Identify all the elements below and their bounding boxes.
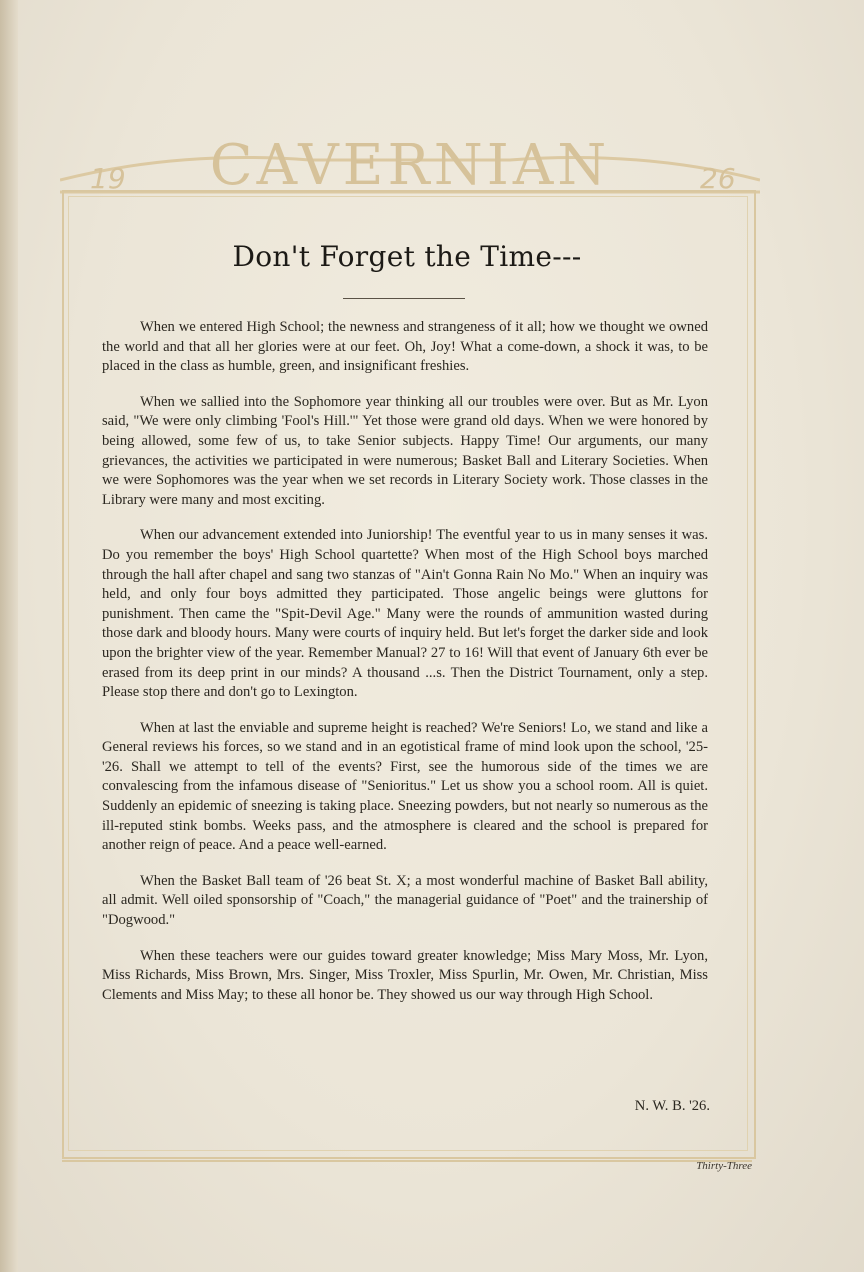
paragraph-freshman: When we entered High School; the newness and strangeness of it all; how we thought we owned the world and that all her glories were at our feet. Oh, Joy! What a come-down, a shock it was, to be placed in the class as humble, green, and insignificant freshies.: [102, 319, 708, 375]
paragraph-junior: When our advancement extended into Juniorship! The eventful year to us in many senses it was. Do you remember the boys' High School quartette? When most of the High School boys marched through the hall after chapel and sang two stanzas of "Ain't Gonna Rain No Mo." When an inquiry was held, and only four boys admitted they participated. Those angelic beings were gluttons for punishment. Then came the "Spit-Devil Age." Many were the rounds of ammunition wasted during those dark and bloody hours. Many were courts of inquiry held. But let's forget the darker side and look upon the brighter view of the year. Remember Manual? 27 to 16! Will that event of January 6th ever be erased from its deep print in our minds? A thousand ...s. Then the District Tournament, only a step. Please stop there and don't go to Lexington.: [102, 527, 708, 701]
paragraph-sophomore: When we sallied into the Sophomore year thinking all our troubles were over. But as Mr. Lyon said, "We were only climbing 'Fool's Hill.'" Yet those were grand old days. When we were honored by being allowed, some few of us, to take Senior subjects. Happy Time! Our arguments, our many grievances, the activities we participated in were numerous; Basket Ball and Literary Societies. When we were Sophomores was the year when we set records in Literary Society work. Those classes in the Library were many and most exciting.: [102, 393, 708, 508]
article-body: [102, 318, 708, 1021]
page-number: Thirty-Three: [696, 1160, 752, 1172]
title-underline-rule: [343, 298, 465, 299]
paragraph-senior: When at last the enviable and supreme height is reached? We're Seniors! Lo, we stand and like a General reviews his forces, so we stand and in an egotistical frame of mind look upon the school, '25-'26. Shall we attempt to tell of the events? First, see the humorous side of the times we are convalescing from the infamous disease of "Senioritus." Let us show you a school room. All is quiet. Suddenly an epidemic of sneezing is taking place. Sneezing powders, but not nearly so numerous as the ill-reputed stink bombs. Weeks pass, and the atmosphere is cleared and the school is prepared for another reign of peace. And a peace well-earned.: [102, 719, 708, 854]
page-binding-edge: [0, 0, 18, 1272]
article-signature: N. W. B. '26.: [634, 1098, 710, 1114]
cavernian-header-banner: [60, 120, 760, 200]
paragraph-basketball: When the Basket Ball team of '26 beat St. X; a most wonderful machine of Basket Ball ability, all admit. Well oiled sponsorship of "Coach," the managerial guidance of "Poet" and the trainership of "Dogwood.": [102, 872, 708, 929]
header-banner-graphic: [60, 120, 760, 200]
header-year-left: 19: [90, 162, 126, 195]
article-title: Don't Forget the Time---: [232, 240, 582, 273]
header-year-right: 26: [700, 162, 736, 195]
header-title-banner: CAVERNIAN: [209, 133, 611, 198]
paragraph-teachers: When these teachers were our guides toward greater knowledge; Miss Mary Moss, Mr. Lyon, Miss Richards, Miss Brown, Mrs. Singer, Miss Troxler, Miss Spurlin, Mr. Owen, Mr. Christian, Miss Clements and Miss May; to these all honor be. They showed us our way through High School.: [102, 947, 708, 1003]
